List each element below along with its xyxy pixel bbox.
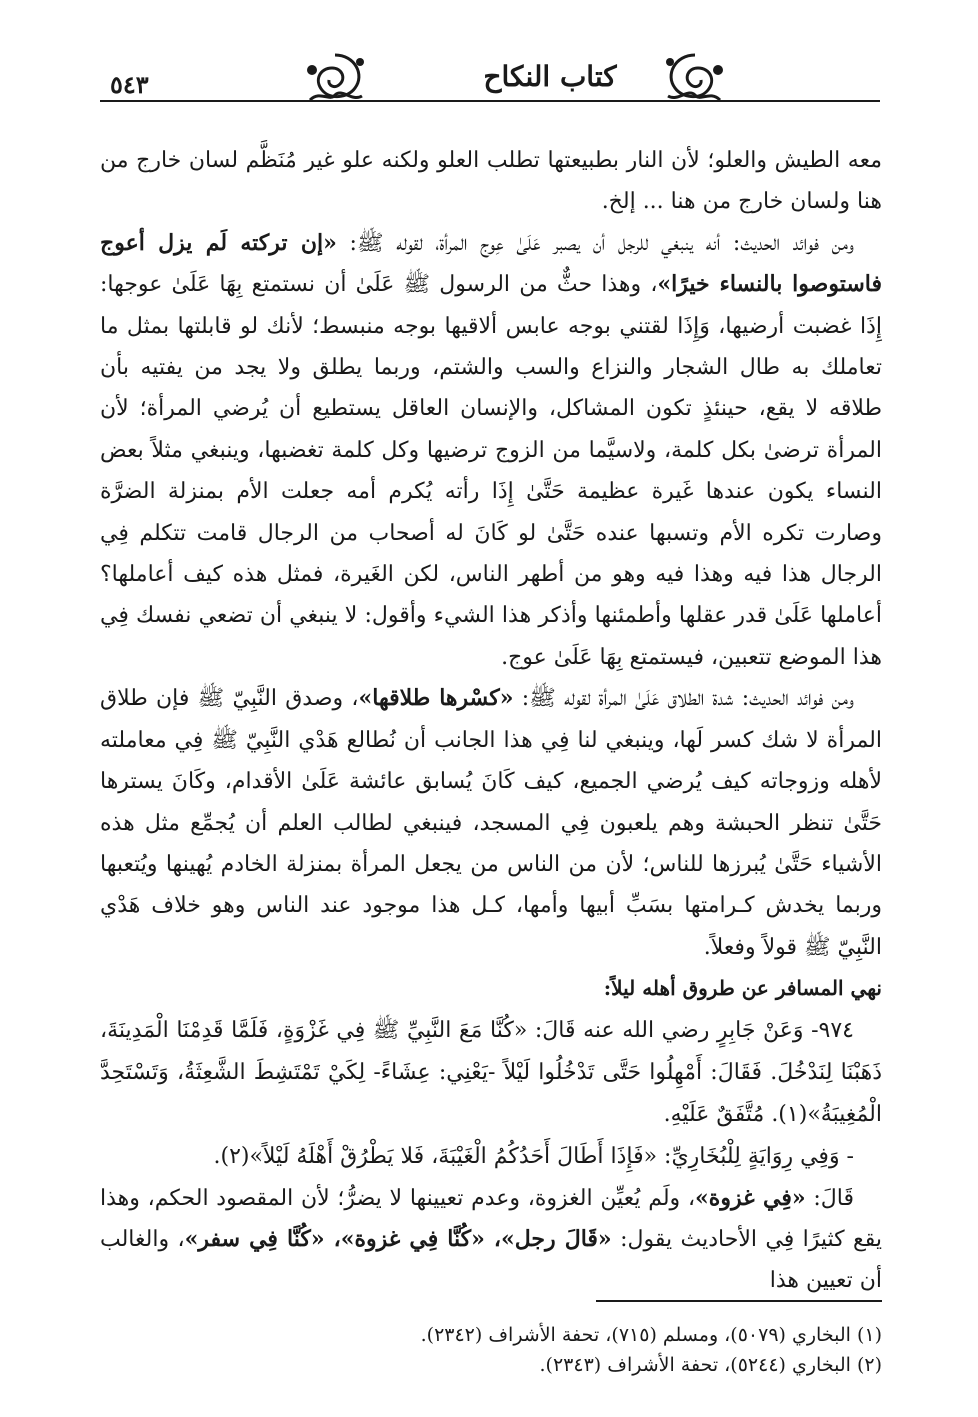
quoted-term: «فِي غزوة» xyxy=(695,1184,806,1211)
hadith-text: ٩٧٤- وَعَنْ جَابِرٍ رضي الله عنه قَالَ: «كُنَّا مَعَ النَّبِيِّ ﷺ فِي غَزْوَةٍ، فَلَمَّا قَدِمْنَا الْمَدِينَةَ، ذَهَبْنَا لِنَدْخُلَ. فَقَالَ: أَمْهِلُوا حَتَّى تَدْخُلُوا لَيْلاً -يَعْنِي: عِشَاءً- لِكَيْ تَمْتَشِطَ الشَّعِثَةُ، وَتَسْتَحِدَّ الْمُغِيبَةُ»(١). مُتَّفَقٌ عَلَيْهِ. xyxy=(100,1017,882,1127)
paragraph-text: ، والغالب أن تعيين هذا xyxy=(100,1226,882,1294)
paragraph-text: ، ولَم يُعيِّن الغزوة، وعدم تعيينها لا يضرُّ؛ لأن المقصود الحكم، وهذا يقع كثيرًا فِي الأحاديث يقول: xyxy=(100,1185,883,1252)
paragraph-text: ومن فوائد الحديث: شدة الطلاق عَلَىٰ المرأة لقوله ﷺ: xyxy=(513,686,854,712)
footnote: (١) البخاري (٥٠٧٩)، ومسلم (٧١٥)، تحفة الأشراف (٢٣٤٢). xyxy=(420,1324,882,1346)
paragraph-text: ومن فوائد الحديث: أنه ينبغي للرجل أن يصبر عَلَىٰ عِوج المرأة، لقوله ﷺ: xyxy=(336,230,854,256)
paragraph-text: ، وصدق النَّبِيّ ﷺ فإن طلاق المرأة لا شك كسر لَها، وينبغي لنا فِي هذا الجانب أن نُطالع هَدْي النَّبِيّ ﷺ فِي معاملته لأهله وزوجاته كيف يُرضي الجميع، كيف كَانَ يُسابق عائشة عَلَىٰ الأقدام، وكَانَ يسترها حَتَّىٰ تنظر الحبشة وهم يلعبون فِي المسجد، فينبغي لطالب العلم أن يُجمِّع مثل هذه الأشياء حَتَّىٰ يُبرزها للناس؛ لأن من الناس من يجعل المرأة بمنزلة الخادم يُهينها ويُتعبها وربما يخدش كـرامتها بسَبِّ أبيها وأمها، كـل هذا موجود عند الناس وهو خلاف هَدْي النَّبِيّ ﷺ قولاً وفعلاً. xyxy=(100,686,882,960)
paragraph xyxy=(100,678,882,968)
hadith-riwaya: - وَفِي رِوَايَةٍ لِلْبُخَارِيِّ: «فَإِذَا أَطَالَ أَحَدُكُمُ الْغَيْبَةَ، فَلا يَطْرُقْ أَهْلَهُ لَيْلاً»(٢). xyxy=(213,1143,854,1169)
paragraph xyxy=(100,1178,882,1302)
page-number: ٥٤٣ xyxy=(110,70,149,99)
footnote-rule xyxy=(596,1300,882,1302)
footnote: (٢) البخاري (٥٢٤٤)، تحفة الأشراف (٢٣٤٣). xyxy=(539,1354,882,1376)
page-header xyxy=(100,50,880,120)
quoted-term: «قَالَ رجل»، «كُنَّا فِي غزوة»، «كُنَّا فِي سفر» xyxy=(184,1225,612,1252)
paragraph: معه الطيش والعلو؛ لأن النار بطبيعتها تطلب العلو ولكنه علو غير مُنَظَّم لسان خارج من هنا ولسان خارج من هنا ... إلخ. xyxy=(100,148,882,215)
hadith-quote: «كسْرها طلاقها» xyxy=(358,685,514,712)
hadith-quote: «إن تركته لَم يزل أعوج فاستوصوا بالنساء خيرًا» xyxy=(100,229,882,298)
book-title: كتاب النكاح xyxy=(483,60,617,93)
page-body xyxy=(100,140,882,1302)
paragraph-text: قَالَ: xyxy=(805,1185,854,1211)
paragraph-text: ، وهذا حثٌّ من الرسول ﷺ عَلَىٰ أن نستمتع بِهَا عَلَىٰ عوجها: إِذَا غضبت أرضيها، وَإِذَا لقتني بوجه عابس ألاقيها بوجه منبسط؛ لأنك لو قابلتها بمثل ما تعاملك به طال الشجار والنزاع والسب والشتم، وربما يطلق ولا يجد من يفتيه بأن طلاقه لا يقع، حينئذٍ تكون المشاكل، والإنسان العاقل يستطيع أن يُرضي المرأة؛ لأن المرأة ترضىٰ بكل كلمة، ولاسيَّما من الزوج ترضيها وكل كلمة تغضبها، وينبغي مثلاً بعض النساء يكون عندها غَيرة عظيمة حَتَّىٰ إِذَا رأته يُكرم أمه جعلت الأم بمنزلة الضرَّة وصارت تكره الأم وتسبها عنده حَتَّىٰ لو كَانَ له أصحاب من الرجال قامت تتكلم فِي الرجال هذا فيه وهذا فيه وهو من أطهر الناس، لكن الغَيرة، فمثل هذه كيف أعاملها؟ أعاملها عَلَىٰ قدر عقلها وأطمئنها وأذكر هذا الشيء وأقول: لا ينبغي أن تضعي نفسك فِي هذا الموضع تتعبين، فيستمتع بِهَا عَلَىٰ عوج. xyxy=(100,272,882,670)
paragraph xyxy=(100,223,882,678)
header-rule xyxy=(100,100,880,102)
footnotes xyxy=(100,1320,882,1380)
section-heading: نهي المسافر عن طروق أهله ليلاً: xyxy=(603,976,882,1001)
